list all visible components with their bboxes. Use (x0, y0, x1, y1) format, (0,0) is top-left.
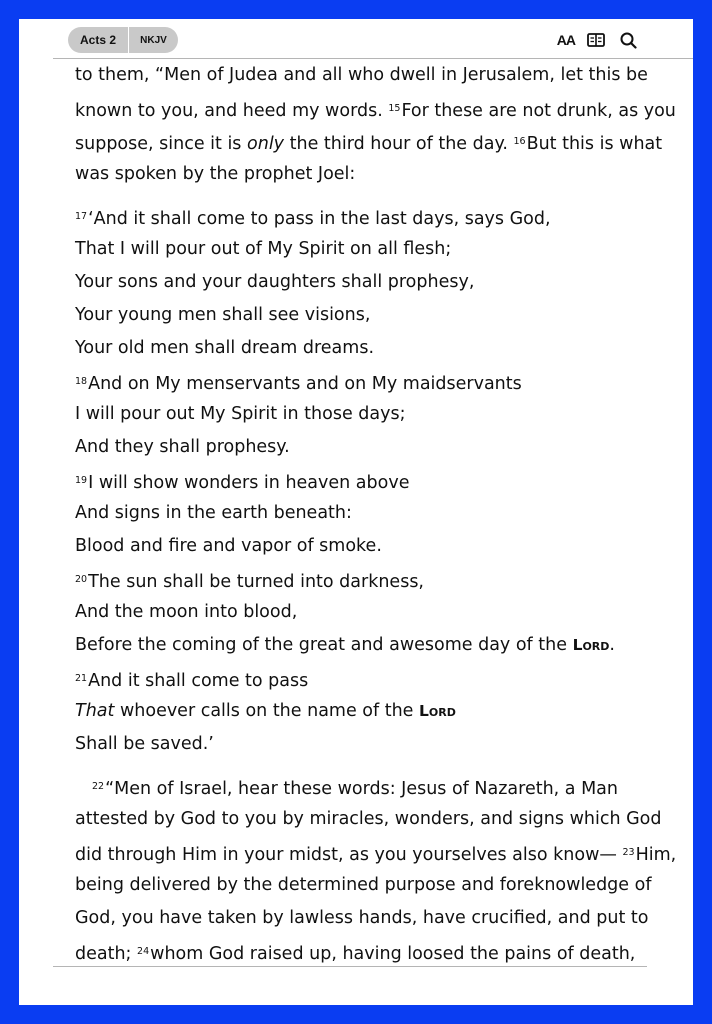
text-line (75, 125, 665, 158)
version-button[interactable]: NKJV (140, 34, 167, 46)
text-span: I will show wonders in heaven above (88, 473, 410, 493)
verse-number[interactable]: 20 (75, 574, 88, 585)
divine-name: Lord (419, 702, 456, 720)
poetry-line (75, 200, 665, 233)
text-span: whom God raised up, having loosed the pains of death, (150, 944, 636, 964)
text-span: Blood and fire and vapor of smoke. (75, 536, 382, 556)
poetry-line (75, 629, 665, 662)
text-span: ‘And it shall come to pass in the last days, says God, (88, 209, 551, 229)
text-span: known to you, and heed my words. (75, 101, 383, 121)
footer-divider (53, 966, 647, 967)
text-span: Your sons and your daughters shall prophesy, (75, 272, 475, 292)
text-line (75, 92, 676, 125)
text-span: Your young men shall see visions, (75, 305, 371, 325)
text-span: to them, “Men of Judea and all who dwell in Jerusalem, let this be (75, 65, 648, 85)
text-span: The sun shall be turned into darkness, (88, 572, 424, 592)
divine-name: Lord (572, 636, 610, 654)
paragraph-gap (75, 191, 665, 200)
poetry-line (75, 431, 665, 464)
text-span: That I will pour out of My Spirit on all flesh; (75, 239, 452, 259)
text-span: the third hour of the day. (289, 134, 508, 154)
italic-word: That (75, 701, 115, 721)
text-span: And the moon into blood, (75, 602, 298, 622)
poetry-line (75, 398, 665, 431)
text-span: death; (75, 944, 132, 964)
poetry-line (75, 530, 665, 563)
poetry-line (75, 464, 665, 497)
text-span: I will pour out My Spirit in those days; (75, 404, 406, 424)
text-size-icon[interactable]: AA (556, 32, 575, 48)
text-line (75, 902, 665, 935)
verse-number[interactable]: 22 (92, 781, 105, 792)
poetry-line (75, 695, 665, 728)
poetry-line (75, 233, 665, 266)
poetry-line (75, 728, 665, 761)
poetry-line (75, 563, 665, 596)
text-span: attested by God to you by miracles, wonders, and signs which God (75, 809, 662, 829)
top-toolbar (19, 19, 693, 59)
text-span: And they shall prophesy. (75, 437, 290, 457)
verse-number[interactable]: 23 (622, 847, 635, 858)
poetry-line (75, 596, 665, 629)
text-span: For these are not drunk, as you (401, 101, 676, 121)
paragraph-gap (75, 761, 665, 770)
text-span: Him, (635, 845, 677, 865)
verse-number[interactable]: 17 (75, 211, 88, 222)
text-span: was spoken by the prophet Joel: (75, 164, 356, 184)
verse-number[interactable]: 18 (75, 376, 88, 387)
passage-text (75, 59, 677, 968)
poetry-line (75, 497, 665, 530)
text-line (75, 158, 665, 191)
text-span: Before the coming of the great and awesome day of the (75, 635, 567, 655)
verse-number[interactable]: 19 (75, 475, 88, 486)
book-version-selector (68, 27, 178, 53)
poetry-line (75, 266, 665, 299)
text-line (75, 59, 665, 92)
verse-number[interactable]: 15 (388, 103, 401, 114)
text-line (75, 803, 665, 836)
text-span: did through Him in your midst, as you yourselves also know— (75, 845, 617, 865)
reader-page (19, 19, 693, 1005)
text-span: suppose, since it is (75, 134, 242, 154)
italic-word: only (247, 134, 285, 154)
text-span: Your old men shall dream dreams. (75, 338, 375, 358)
text-line (75, 770, 665, 803)
text-span: And it shall come to pass (88, 671, 309, 691)
text-span: . (609, 635, 615, 655)
verse-number[interactable]: 16 (513, 136, 526, 147)
verse-number[interactable]: 21 (75, 673, 88, 684)
text-span: But this is what (526, 134, 663, 154)
text-span: God, you have taken by lawless hands, have crucified, and put to (75, 908, 649, 928)
poetry-line (75, 662, 665, 695)
text-span: being delivered by the determined purpose and foreknowledge of (75, 875, 652, 895)
text-line (75, 869, 665, 902)
reading-layout-icon[interactable] (585, 29, 607, 51)
text-line (75, 935, 665, 968)
text-span: Shall be saved.’ (75, 734, 214, 754)
text-span: “Men of Israel, hear these words: Jesus of Nazareth, a Man (105, 779, 618, 799)
text-line (75, 836, 677, 869)
search-icon[interactable] (617, 29, 639, 51)
poetry-line (75, 299, 665, 332)
text-span: whoever calls on the name of the (119, 701, 414, 721)
poetry-line (75, 365, 665, 398)
poetry-line (75, 332, 665, 365)
verse-number[interactable]: 24 (137, 946, 150, 957)
text-span: And on My menservants and on My maidservants (88, 374, 522, 394)
text-span: And signs in the earth beneath: (75, 503, 352, 523)
book-chapter-button[interactable]: Acts 2 (79, 33, 117, 47)
toolbar-icons (557, 29, 639, 51)
